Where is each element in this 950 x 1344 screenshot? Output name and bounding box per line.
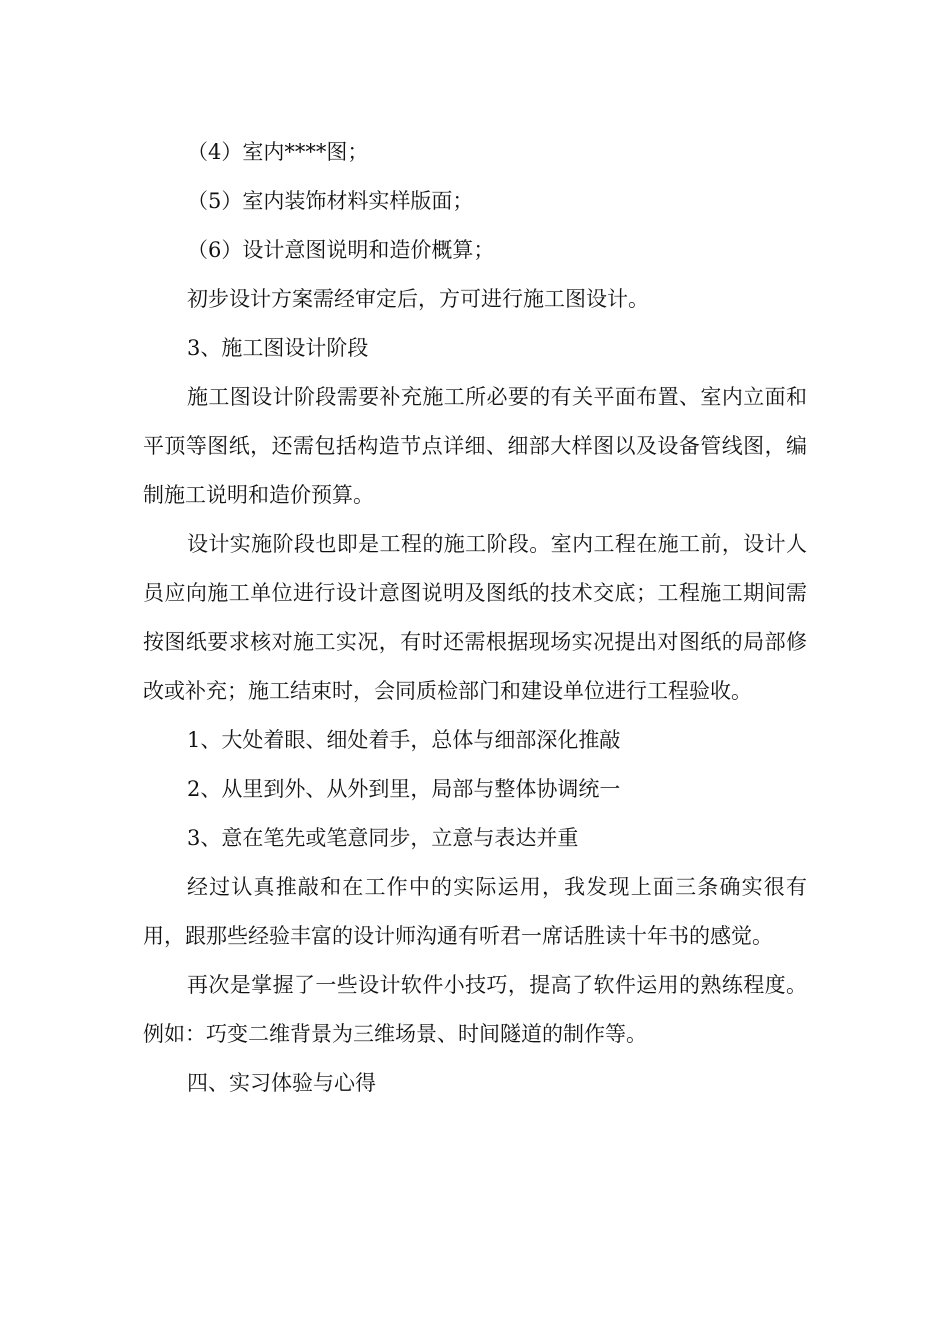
paragraph: 初步设计方案需经审定后，方可进行施工图设计。 <box>187 287 649 311</box>
principle-item-2: 2、从里到外、从外到里，局部与整体协调统一 <box>187 777 621 801</box>
document-body <box>143 128 807 1108</box>
list-item-6: （6）设计意图说明和造价概算； <box>187 238 495 262</box>
section-heading: 四、实习体验与心得 <box>187 1071 376 1095</box>
list-item-4: （4）室内****图； <box>187 140 369 164</box>
principle-item-3: 3、意在笔先或笔意同步，立意与表达并重 <box>187 826 579 850</box>
principle-item-1: 1、大处着眼、细处着手，总体与细部深化推敲 <box>187 728 621 752</box>
paragraph: 经过认真推敲和在工作中的实际运用，我发现上面三条确实很有用，跟那些经验丰富的设计师沟通有听君一席话胜读十年书的感觉。 <box>143 875 807 948</box>
paragraph: 再次是掌握了一些设计软件小技巧，提高了软件运用的熟练程度。例如：巧变二维背景为三维场景、时间隧道的制作等。 <box>143 973 807 1046</box>
paragraph: 设计实施阶段也即是工程的施工阶段。室内工程在施工前，设计人员应向施工单位进行设计意图说明及图纸的技术交底；工程施工期间需按图纸要求核对施工实况，有时还需根据现场实况提出对图纸的局部修改或补充；施工结束时，会同质检部门和建设单位进行工程验收。 <box>143 532 807 703</box>
list-item-5: （5）室内装饰材料实样版面； <box>187 189 474 213</box>
paragraph: 施工图设计阶段需要补充施工所必要的有关平面布置、室内立面和平顶等图纸，还需包括构造节点详细、细部大样图以及设备管线图，编制施工说明和造价预算。 <box>143 385 807 507</box>
section-heading: 3、施工图设计阶段 <box>187 336 369 360</box>
